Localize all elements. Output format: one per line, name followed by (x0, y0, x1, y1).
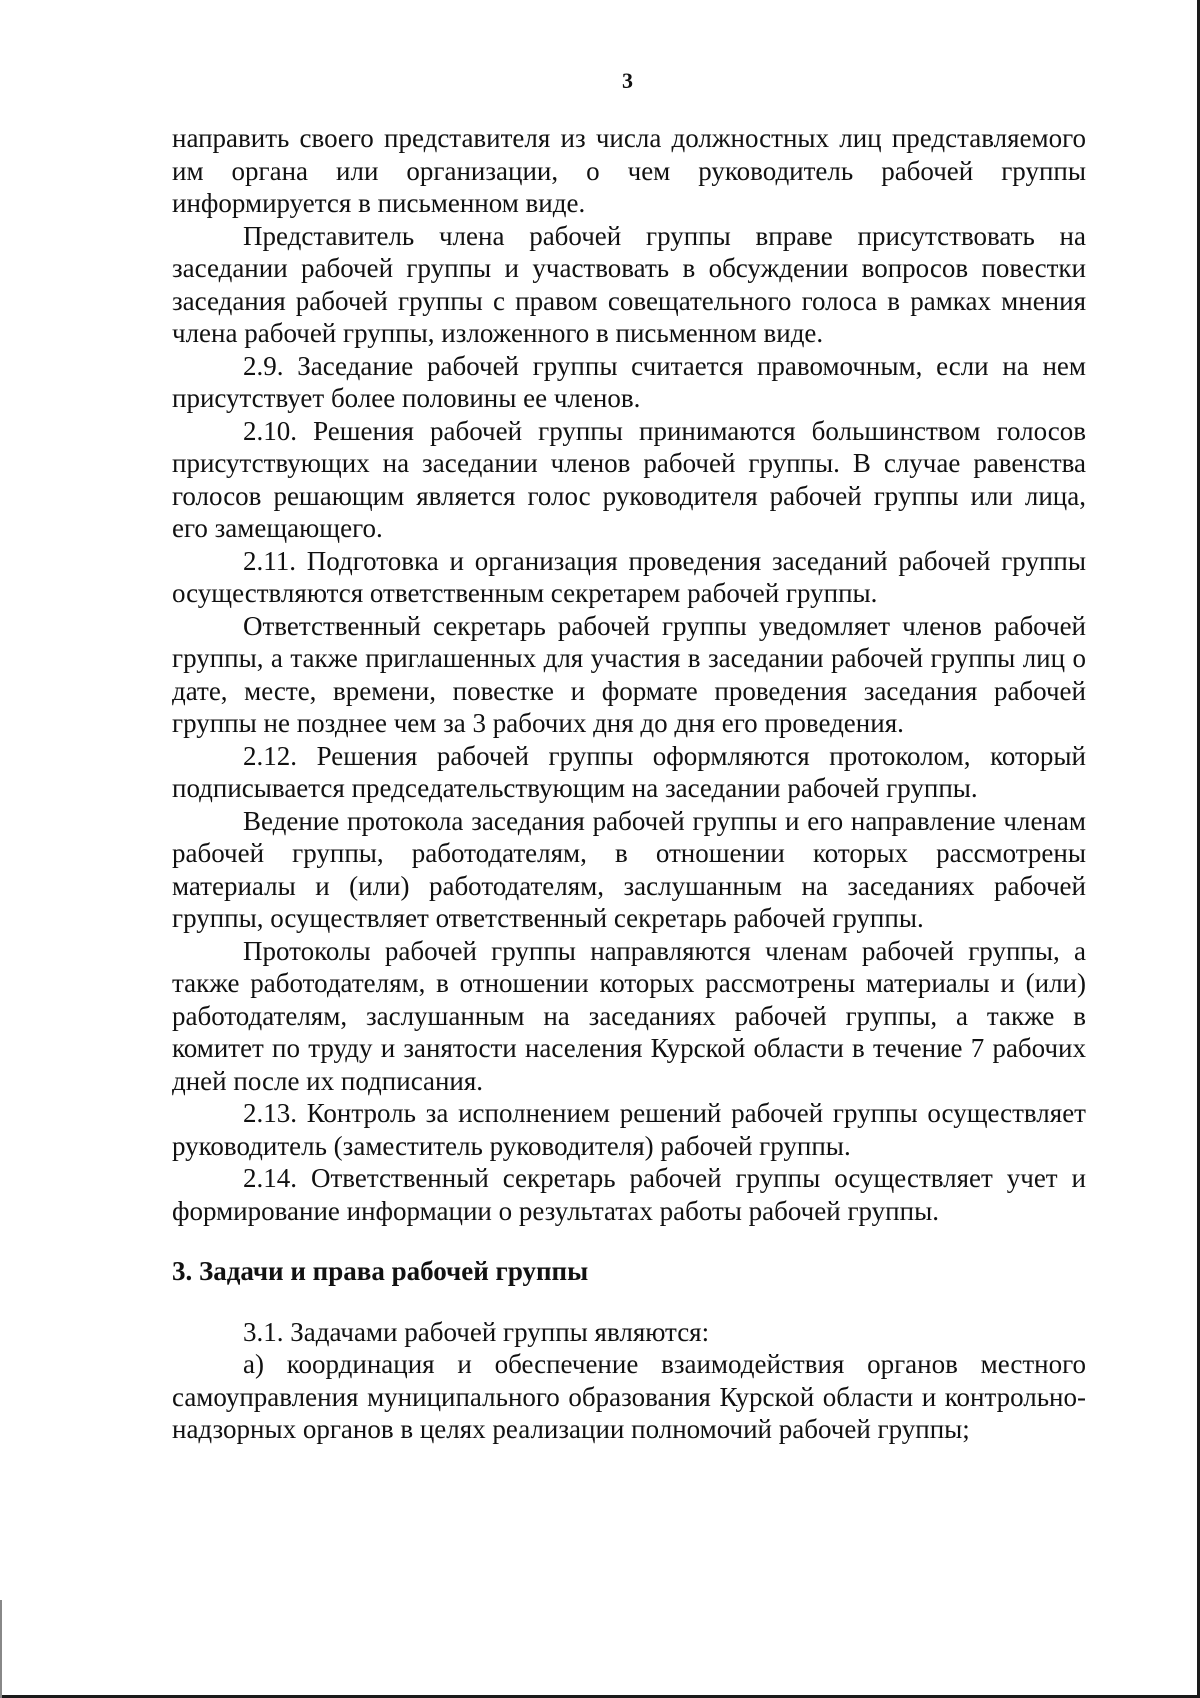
paragraph-2-9: 2.9. Заседание рабочей группы считается правомочным, если на нем присутствует более половины ее членов. (172, 350, 1086, 413)
paragraph-2-14: 2.14. Ответственный секретарь рабочей группы осуществляет учет и формирование информации о результатах работы рабочей группы. (172, 1163, 1086, 1226)
paragraph-continuation: направить своего представителя из числа должностных лиц представляемого им органа или организации, о чем руководитель рабочей группы информируется в письменном виде. (172, 123, 1086, 218)
paragraph-2-10: 2.10. Решения рабочей группы принимаются большинством голосов присутствующих на заседании членов рабочей группы. В случае равенства голосов решающим является голос руководителя рабочей группы или лица, его замещающего. (172, 415, 1086, 543)
scan-edge-left (0, 1600, 2, 1698)
page-number: 3 (622, 68, 633, 93)
paragraph-2-12: 2.12. Решения рабочей группы оформляются протоколом, который подписывается председательствующим на заседании рабочей группы. (172, 740, 1086, 803)
paragraph: Протоколы рабочей группы направляются членам рабочей группы, а также работодателям, в отношении которых рассмотрены материалы и (или) работодателям, заслушанным на заседаниях рабочей группы, а также в комитет по труду и занятости населения Курской области в течение 7 рабочих дней после их подписания. (172, 935, 1086, 1096)
paragraph: Представитель члена рабочей группы вправе присутствовать на заседании рабочей группы и участвовать в обсуждении вопросов повестки заседания рабочей группы с правом совещательного голоса в рамках мнения члена рабочей группы, изложенного в письменном виде. (172, 220, 1086, 348)
paragraph-2-13: 2.13. Контроль за исполнением решений рабочей группы осуществляет руководитель (заместитель руководителя) рабочей группы. (172, 1098, 1086, 1161)
document-body (172, 122, 1086, 1446)
section-heading: 3. Задачи и права рабочей группы (172, 1256, 589, 1286)
paragraph-3-1-a: а) координация и обеспечение взаимодействия органов местного самоуправления муниципального образования Курской области и контрольно-надзорных органов в целях реализации полномочий рабочей группы; (172, 1349, 1086, 1444)
paragraph: Ведение протокола заседания рабочей группы и его направление членам рабочей группы, работодателям, в отношении которых рассмотрены материалы и (или) работодателям, заслушанным на заседаниях рабочей группы, осуществляет ответственный секретарь рабочей группы. (172, 805, 1086, 933)
paragraph: Ответственный секретарь рабочей группы уведомляет членов рабочей группы, а также приглашенных для участия в заседании рабочей группы лиц о дате, месте, времени, повестке и формате проведения заседания рабочей группы не позднее чем за 3 рабочих дня до дня его проведения. (172, 610, 1086, 738)
paragraph-3-1: 3.1. Задачами рабочей группы являются: (243, 1316, 710, 1347)
paragraph-2-11: 2.11. Подготовка и организация проведения заседаний рабочей группы осуществляются ответственным секретарем рабочей группы. (172, 545, 1086, 608)
